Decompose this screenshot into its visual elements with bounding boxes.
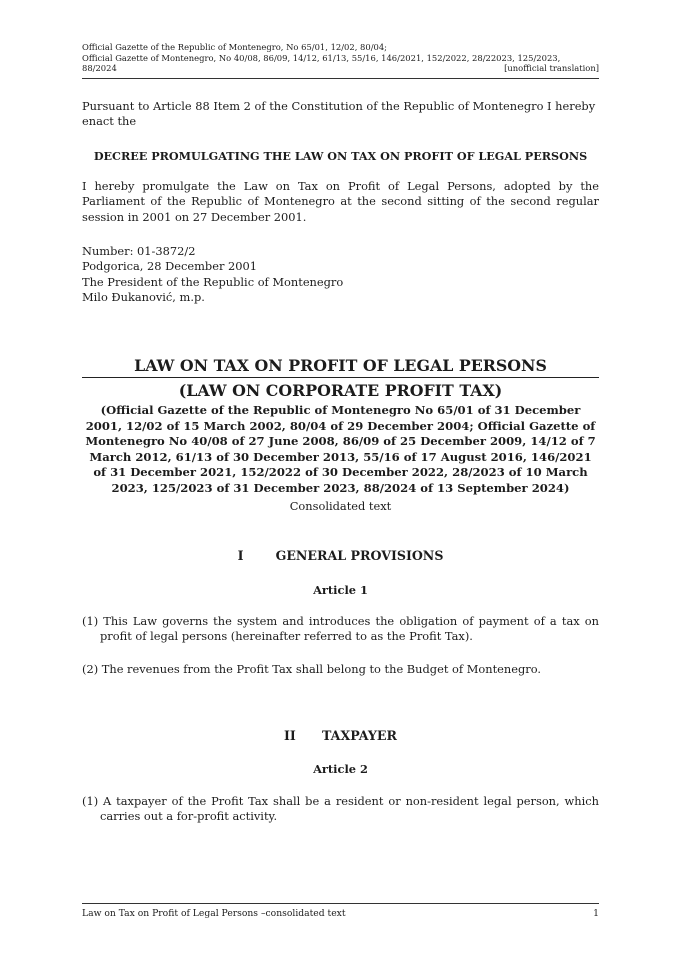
article-2-item-1: (1) A taxpayer of the Profit Tax shall be a resident or non-resident legal person, which carries out a for-profit activity.: [82, 794, 599, 824]
chapter-2-number: II: [284, 728, 296, 743]
place-date: Podgorica, 28 December 2001: [82, 259, 257, 274]
header-line-3: 88/2024: [82, 63, 117, 73]
chapter-1-number: I: [237, 548, 244, 563]
page-footer: [82, 908, 599, 919]
law-title: LAW ON TAX ON PROFIT OF LEGAL PERSONS: [134, 356, 547, 375]
footer-text: Law on Tax on Profit of Legal Persons –consolidated text: [82, 908, 346, 919]
header-divider: [82, 78, 599, 79]
law-subtitle: (LAW ON CORPORATE PROFIT TAX): [178, 381, 503, 400]
promulgate-paragraph: I hereby promulgate the Law on Tax on Profit of Legal Persons, adopted by the Parliament of the Republic of Montenegro at the second sitting of the second regular session in 2001 on 27 December 2001.: [82, 179, 599, 224]
article-1-item-1: (1) This Law governs the system and introduces the obligation of payment of a tax on profit of legal persons (hereinafter referred to as the Profit Tax).: [82, 614, 599, 644]
decree-number: Number: 01-3872/2: [82, 244, 196, 258]
translation-note: [unofficial translation]: [504, 63, 599, 73]
article-1-item-2: (2) The revenues from the Profit Tax shall belong to the Budget of Montenegro.: [82, 662, 542, 676]
chapter-2-title: TAXPAYER: [322, 728, 397, 743]
gazette-references: (Official Gazette of the Republic of Montenegro No 65/01 of 31 December 2001, 12/02 of 15 March 2002, 80/04 of 29 December 2004; Official Gazette of Montenegro No 40/08 of 27 June 2008, 86/09 of 25 December 2009, 14/12 of 7 March 2012, 61/13 of 30 December 2013, 55/16 of 17 August 2016, 146/2021 of 31 December 2021, 152/2022 of 30 December 2022, 28/2023 of 10 March 2023, 125/2023 of 31 December 2023, 88/2024 of 13 September 2024): [85, 403, 596, 495]
title-divider: [82, 377, 599, 378]
article-2-title: Article 2: [313, 762, 368, 776]
document-header: [82, 42, 599, 74]
decree-title: DECREE PROMULGATING THE LAW ON TAX ON PROFIT OF LEGAL PERSONS: [93, 149, 588, 163]
pursuant-paragraph: Pursuant to Article 88 Item 2 of the Constitution of the Republic of Montenegro I hereby enact the: [82, 99, 596, 129]
president-name: Milo Đukanović, m.p.: [82, 290, 205, 305]
header-line-1: Official Gazette of the Republic of Montenegro, No 65/01, 12/02, 80/04;: [82, 42, 387, 52]
signature-block: [82, 244, 599, 306]
chapter-1-title: GENERAL PROVISIONS: [275, 548, 444, 563]
header-line-2: Official Gazette of Montenegro, No 40/08, 86/09, 14/12, 61/13, 55/16, 146/2021, 152/2022, 28/22023, 125/2023,: [82, 52, 561, 63]
president-title: The President of the Republic of Montenegro: [82, 274, 344, 289]
page-number: 1: [593, 908, 599, 919]
chapter-1-heading: [82, 548, 599, 563]
article-1-title: Article 1: [313, 583, 368, 597]
consolidated-label: Consolidated text: [289, 499, 392, 513]
footer-divider: [82, 903, 599, 904]
chapter-2-heading: [82, 728, 599, 743]
